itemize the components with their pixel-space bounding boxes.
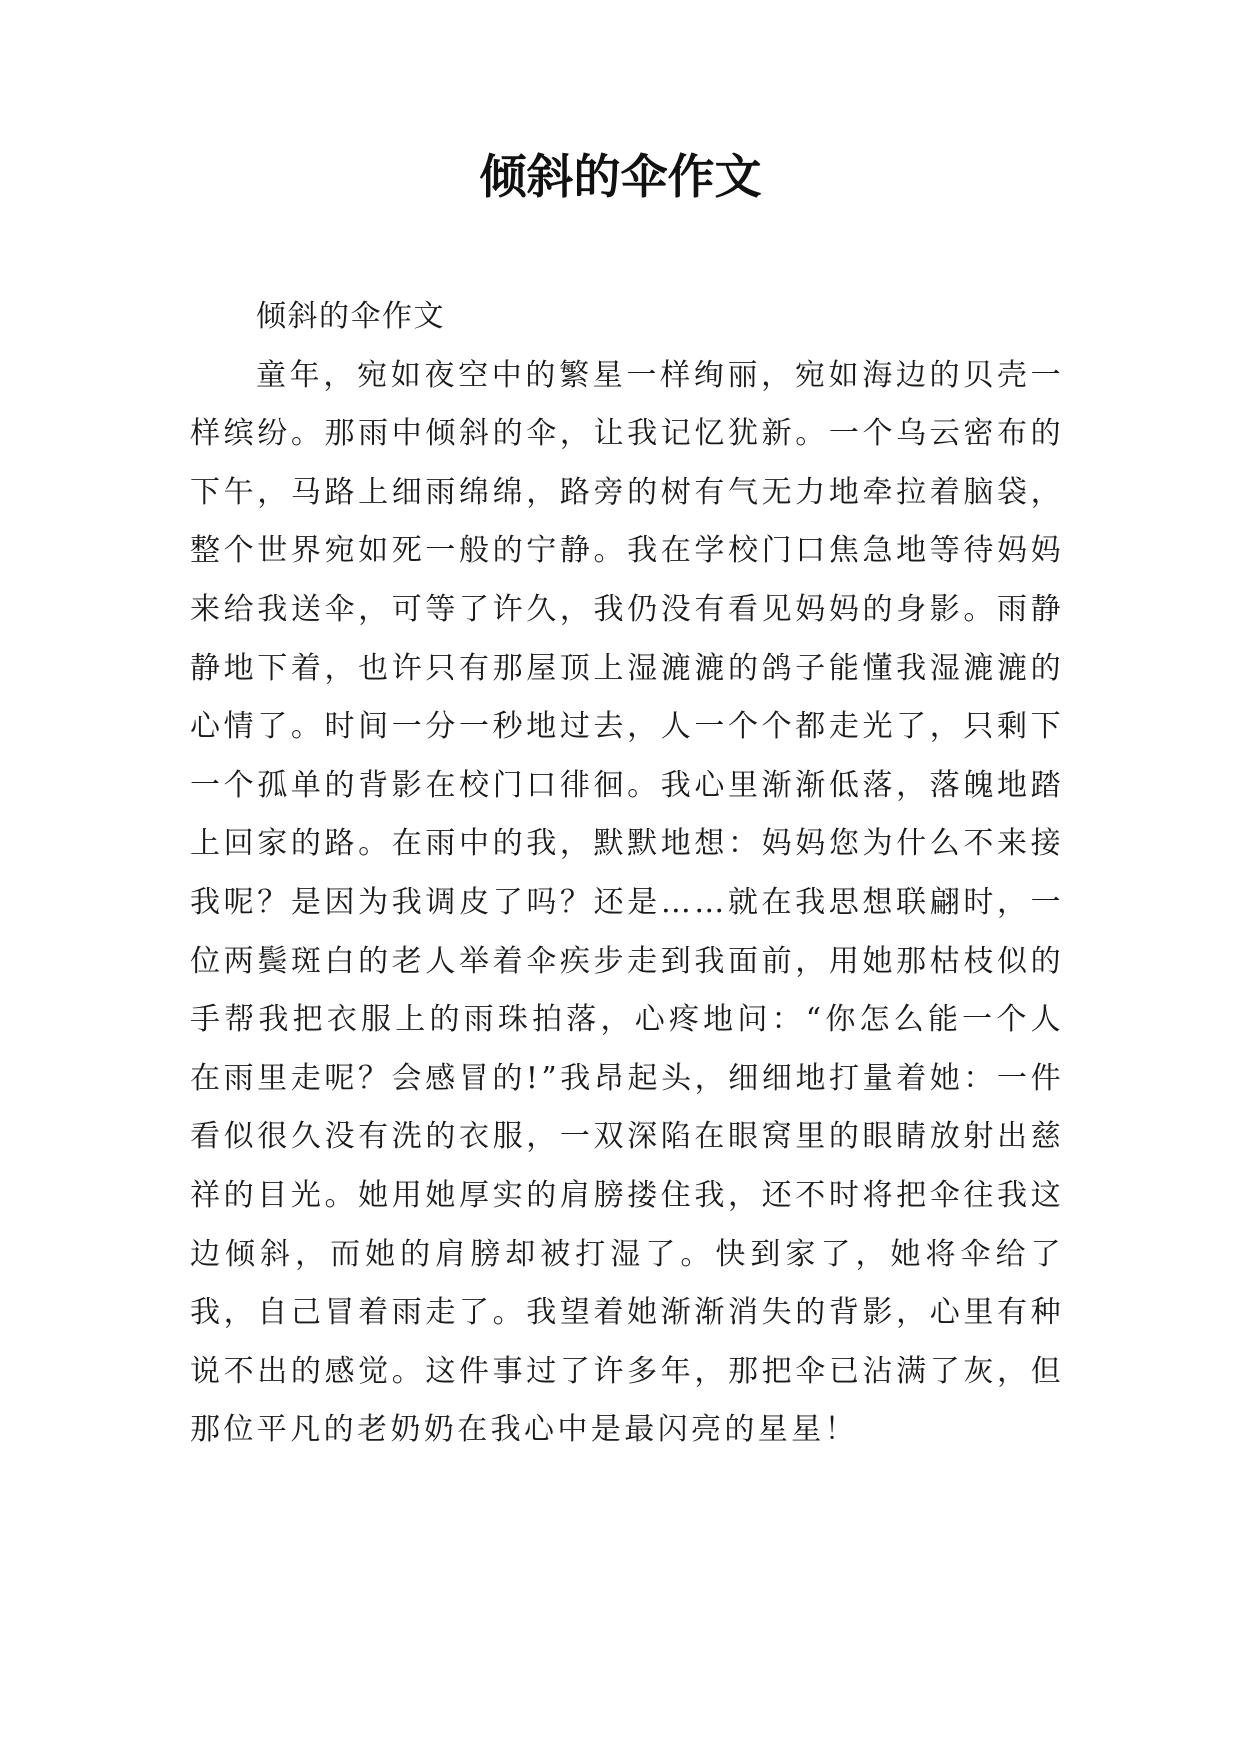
document-subtitle: 倾斜的伞作文 (256, 299, 445, 334)
document-title: 倾斜的伞作文 (479, 150, 762, 205)
body-paragraph: 童年，宛如夜空中的繁星一样绚丽，宛如海边的贝壳一样缤纷。那雨中倾斜的伞，让我记忆犹新。一个乌云密布的下午，马路上细雨绵绵，路旁的树有气无力地牵拉着脑袋，整个世界宛如死一般的宁静。我在学校门口焦急地等待妈妈来给我送伞，可等了许久，我仍没有看见妈妈的身影。雨静静地下着，也许只有那屋顶上湿漉漉的鸽子能懂我湿漉漉的心情了。时间一分一秒地过去，人一个个都走光了，只剩下一个孤单的背影在校门口徘徊。我心里渐渐低落，落魄地踏上回家的路。在雨中的我，默默地想：妈妈您为什么不来接我呢？是因为我调皮了吗？还是……就在我思想联翩时，一位两鬓斑白的老人举着伞疾步走到我面前，用她那枯枝似的手帮我把衣服上的雨珠拍落，心疼地问：“你怎么能一个人在雨里走呢？会感冒的!”我昂起头，细细地打量着她：一件看似很久没有洗的衣服，一双深陷在眼窝里的眼睛放射出慈祥的目光。她用她厚实的肩膀搂住我，还不时将把伞往我这边倾斜，而她的肩膀却被打湿了。快到家了，她将伞给了我，自己冒着雨走了。我望着她渐渐消失的背影，心里有种说不出的感觉。这件事过了许多年，那把伞已沾满了灰，但那位平凡的老奶奶在我心中是最闪亮的星星！ (190, 357, 1064, 1448)
document-body (190, 288, 1064, 1460)
